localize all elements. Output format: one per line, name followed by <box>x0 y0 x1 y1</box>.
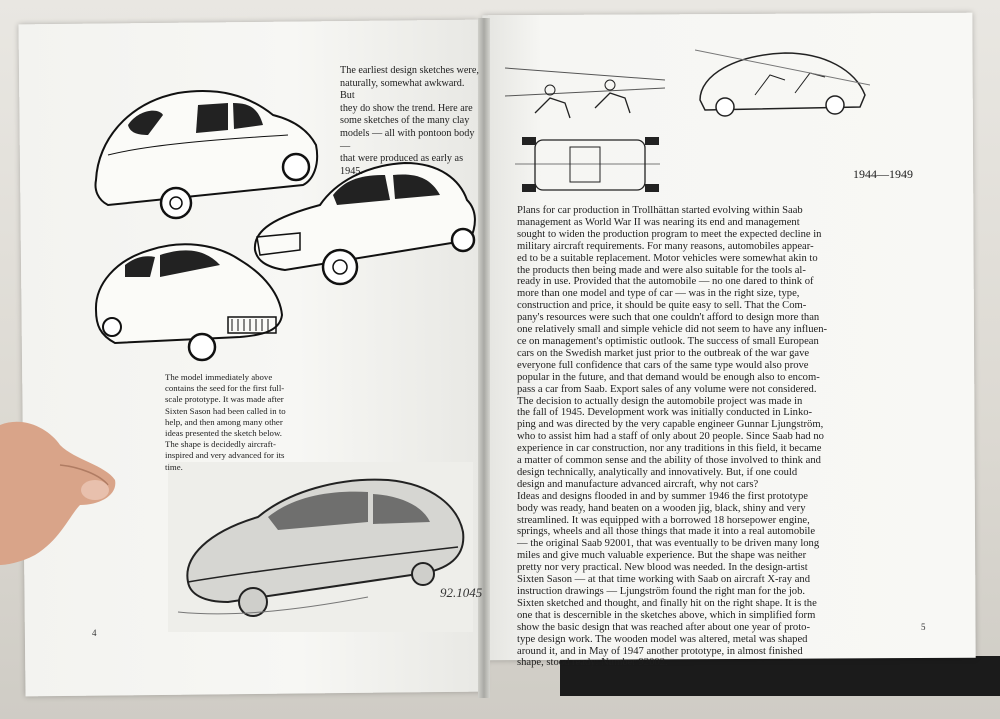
seating-diagram <box>505 58 665 130</box>
page-number-right: 5 <box>921 622 926 632</box>
body-text: Plans for car production in Trollhättan started evolving within Saab management as World War II was nearing its end and management sought to widen the production program to meet the expected decline in military aircraft requirements. For many reasons, automobiles appear- ed to be a suitable replacement. Motor vehicles were somewhat akin to the products then being made and were also suitable for the tools al- ready in use. Provided that the automobile — no one dared to think of more than one model and type of car — was in the right size, type, construction and price, it should be quite easy to sell. That the Com- pany's resources were such that one couldn't afford to design more than one relatively small and simple vehicle did not seem to have any influen- ce on management's optimistic outlook. The success of small European cars on the Swedish market just prior to the outbreak of the war gave everyone full confidence that cars of the same type would also prove popular in the future, and that demand would be enough also to encom- pass a car from Saab. Export sales of any volume were not considered. The decision to actually design the automobile project was made in the fall of 1945. Development work was initially conducted in Linko- ping and was directed by the very capable engineer Gunnar Ljungström, who to assist him had a staff of only about 20 people. Since Saab had no experience in car construction, nor any traditions in this field, it became a matter of common sense and the ability of those involved to think and design technically, analytically and innovatively. But, if one could design and manufacture advanced aircraft, why not cars? Ideas and designs flooded in and by summer 1946 the first prototype body was ready, hand beaten on a wooden jig, black, shiny and very streamlined. It was equipped with a borrowed 18 horsepower engine, springs, wheels and all those things that made it into a real automobile — the original Saab 92001, that was eventually to be driven many long miles and give much valuable experience. But the shape was neither pretty nor very practical. New blood was needed. In the design-artist Sixten Sason — at that time working with Saab on aircraft X-ray and instruction drawings — Ljungström found the right man for the job. Sixten sketched and thought, and finally hit on the right shape. It is the one that is descernible in the sketches above, which in simplified form show the basic design that was reached after about one year of proto- type design work. The wooden model was altered, metal was shaped around it, and in May of 1947 another prototype, in almost finished shape, stood ready: Number 92002. <box>517 205 828 669</box>
clay-model-sketch-3 <box>90 235 290 365</box>
year-range: 1944—1949 <box>853 167 913 181</box>
sketch-signature: 92.1045 <box>440 585 483 600</box>
prototype-pencil-sketch <box>168 462 473 632</box>
caption-early-sketches: The earliest design sketches were, naturally, somewhat awkward. But they do show the trend. Here are some sketches of the many clay models — all with pontoon body — that were produced as early as 1945. <box>340 65 479 177</box>
car-side-cutaway <box>695 45 870 120</box>
page-number-left: 4 <box>92 628 97 638</box>
car-top-view <box>510 132 665 197</box>
caption-prototype-seed: The model immediately above contains the seed for the first full- scale prototype. It was made after Sixten Sason had been called in to help, and then among many other ideas presented the sketch below. The shape is decidedly aircraft- inspired and very advanced for its time. <box>165 372 286 472</box>
hand <box>0 405 120 575</box>
